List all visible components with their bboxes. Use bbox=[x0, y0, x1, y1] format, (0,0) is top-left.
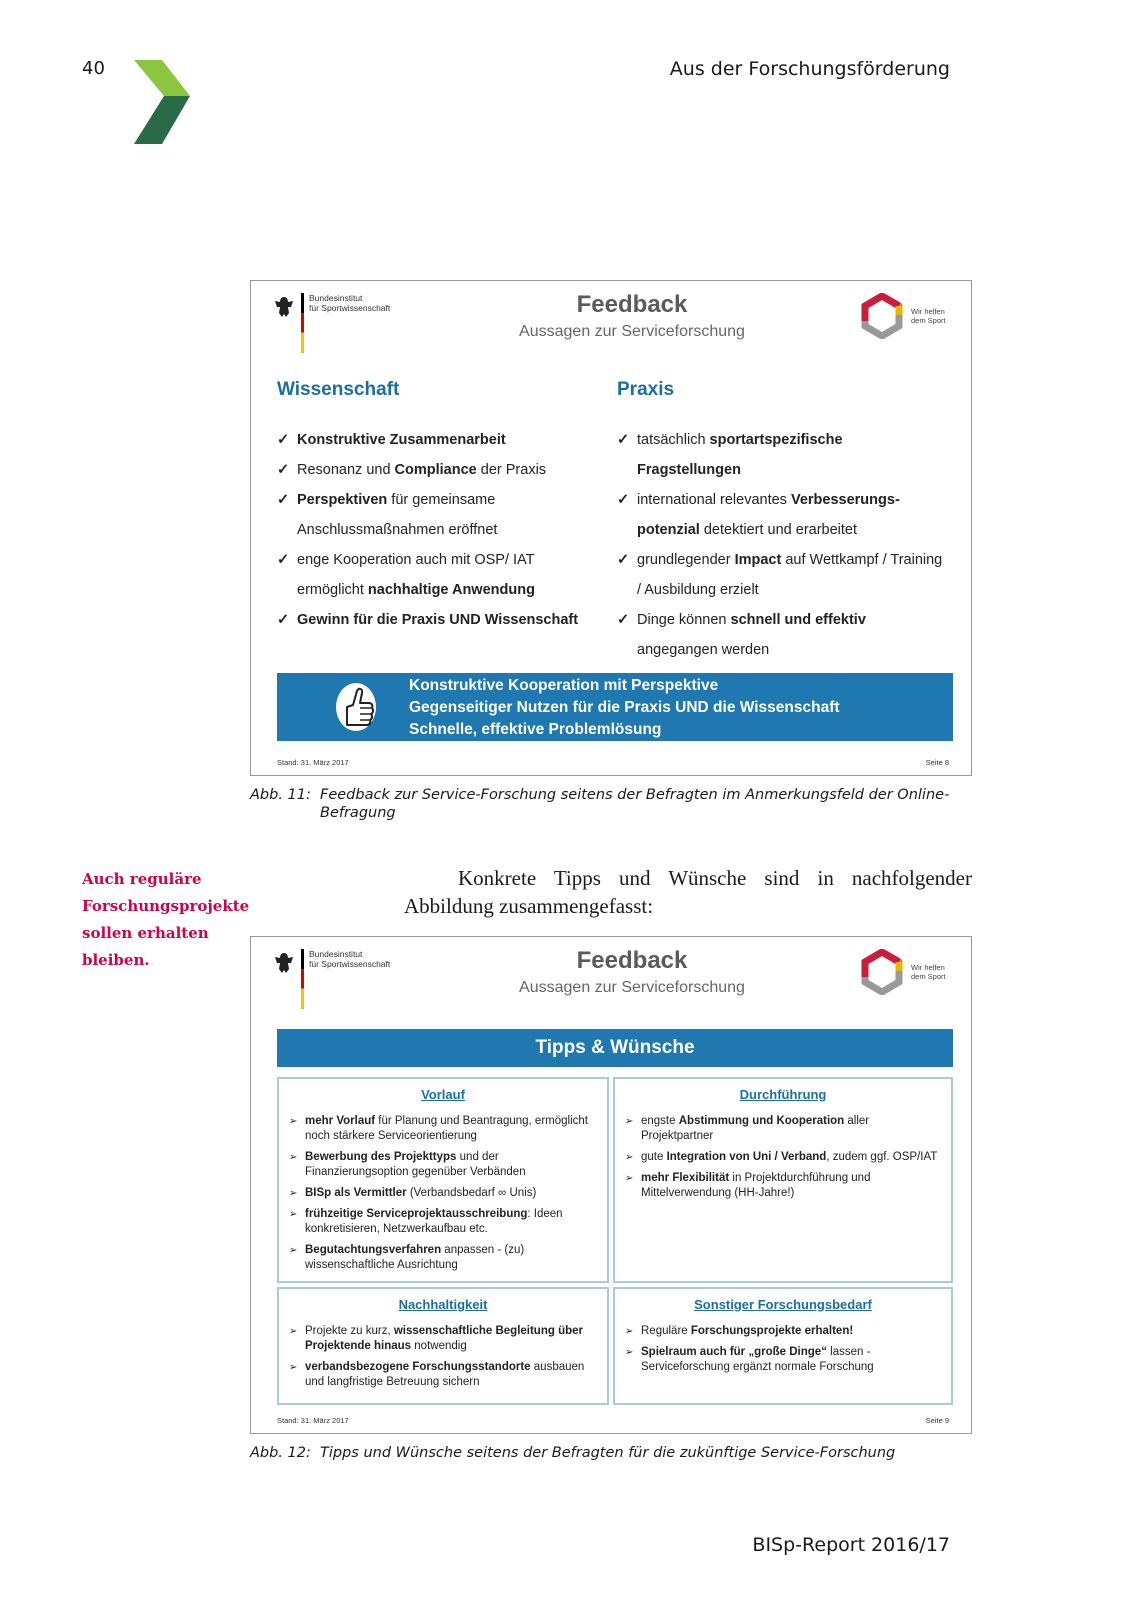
figure-caption-12: Abb. 12: Tipps und Wünsche seitens der Befragten für die zukünftige Service-Forschung bbox=[250, 1445, 896, 1461]
list-item: ➢ gute Integration von Uni / Verband, zudem ggf. OSP/IAT bbox=[625, 1150, 941, 1165]
slide-page: Seite 9 bbox=[925, 1416, 949, 1425]
wir-helfen-ring-logo bbox=[859, 293, 905, 339]
slide-title: Feedback bbox=[576, 947, 688, 974]
heading-wissenschaft: Wissenschaft bbox=[277, 379, 400, 400]
list-item: ✓ grundlegender Impact auf Wettkampf / Training / Ausbildung erzielt bbox=[617, 545, 947, 605]
list-item: ➢ Spielraum auch für „große Dinge“ lassen - Serviceforschung ergänzt normale Forschung bbox=[625, 1345, 941, 1375]
slide-subtitle: Aussagen zur Serviceforschung bbox=[519, 323, 745, 340]
box-nachhaltigkeit bbox=[277, 1287, 609, 1405]
box-vorlauf bbox=[277, 1077, 609, 1283]
slide-page: Seite 8 bbox=[925, 758, 949, 767]
list-item: ➢ BISp als Vermittler (Verbandsbedarf ∞ Unis) bbox=[289, 1186, 597, 1201]
slide-tipps-wuensche bbox=[250, 936, 972, 1434]
list-item: ✓ Dinge können schnell und effektiv angegangen werden bbox=[617, 605, 947, 665]
bisp-chevron-logo bbox=[134, 60, 190, 144]
box-heading: Nachhaltigkeit bbox=[398, 1297, 488, 1312]
list-item: ➢ Bewerbung des Projekttyps und der Finanzierungsoption gegenüber Verbänden bbox=[289, 1150, 597, 1180]
box-heading: Durchführung bbox=[739, 1087, 827, 1102]
list-item: ➢ Reguläre Forschungsprojekte erhalten! bbox=[625, 1324, 941, 1339]
list-item: ✓ Perspektiven für gemeinsame Anschlussmaßnahmen eröffnet bbox=[277, 485, 597, 545]
slide-date: Stand: 31. März 2017 bbox=[277, 1416, 349, 1425]
list-item: ➢ engste Abstimmung und Kooperation aller Projektpartner bbox=[625, 1114, 941, 1144]
list-item: ✓ Resonanz und Compliance der Praxis bbox=[277, 455, 597, 485]
page-number: 40 bbox=[82, 58, 105, 79]
list-item: ➢ mehr Flexibilität in Projektdurchführung und Mittelverwendung (HH-Jahre!) bbox=[625, 1171, 941, 1201]
institute-name: Bundesinstitut für Sportwissenschaft bbox=[309, 293, 391, 313]
list-item: ✓ Gewinn für die Praxis UND Wissenschaft bbox=[277, 605, 597, 635]
slide-feedback-aussagen bbox=[250, 280, 972, 776]
banner-text: Konstruktive Kooperation mit Perspektive Gegenseitiger Nutzen für die Praxis UND die Wissenschaft Schnelle, effektive Problemlösung bbox=[409, 677, 840, 738]
claim-text: Wir helfen dem Sport bbox=[911, 307, 946, 325]
box-heading: Sonstiger Forschungsbedarf bbox=[694, 1297, 872, 1312]
praxis-list bbox=[617, 425, 947, 665]
report-footer: BISp-Report 2016/17 bbox=[752, 1534, 950, 1556]
wir-helfen-ring-logo bbox=[859, 949, 905, 995]
box-heading: Vorlauf bbox=[421, 1087, 465, 1102]
list-item: ➢ Projekte zu kurz, wissenschaftliche Begleitung über Projektende hinaus notwendig bbox=[289, 1324, 597, 1354]
figure-caption-11: Abb. 11: Feedback zur Service-Forschung seitens der Befragten im Anmerkungsfeld der Online- Befragung bbox=[250, 787, 950, 821]
wissenschaft-list bbox=[277, 425, 597, 635]
section-title: Aus der Forschungsförderung bbox=[669, 58, 950, 80]
slide-title: Feedback bbox=[576, 291, 688, 318]
thumbs-up-icon bbox=[333, 681, 379, 733]
box-sonstiger-forschungsbedarf bbox=[613, 1287, 953, 1405]
box-durchfuehrung bbox=[613, 1077, 953, 1283]
tipps-bar-title: Tipps & Wünsche bbox=[277, 1029, 953, 1067]
slide-subtitle: Aussagen zur Serviceforschung bbox=[519, 979, 745, 996]
list-item: ➢ frühzeitige Serviceprojektausschreibung: Ideen konkretisieren, Netzwerkaufbau etc. bbox=[289, 1207, 597, 1237]
summary-banner bbox=[277, 673, 953, 741]
claim-text: Wir helfen dem Sport bbox=[911, 963, 946, 981]
slide-date: Stand: 31. März 2017 bbox=[277, 758, 349, 767]
list-item: ➢ mehr Vorlauf für Planung und Beantragung, ermöglicht noch stärkere Serviceorientierung bbox=[289, 1114, 597, 1144]
list-item: ➢ verbandsbezogene Forschungsstandorte ausbauen und langfristige Betreuung sichern bbox=[289, 1360, 597, 1390]
list-item: ➢ Begutachtungsverfahren anpassen - (zu) wissenschaftliche Ausrichtung bbox=[289, 1243, 597, 1273]
list-item: ✓ enge Kooperation auch mit OSP/ IAT ermöglicht nachhaltige Anwendung bbox=[277, 545, 597, 605]
list-item: ✓ international relevantes Verbesserungs-potenzial detektiert und erarbeitet bbox=[617, 485, 947, 545]
margin-note: Auch reguläre Forschungsprojekte sollen erhalten bleiben. bbox=[82, 870, 250, 969]
heading-praxis: Praxis bbox=[617, 379, 675, 400]
body-paragraph: Konkrete Tipps und Wünsche sind in nachfolgender Abbildung zusammengefasst: bbox=[404, 866, 972, 918]
institute-name: Bundesinstitut für Sportwissenschaft bbox=[309, 949, 391, 969]
list-item: ✓ tatsächlich sportartspezifische Fragstellungen bbox=[617, 425, 947, 485]
list-item: ✓ Konstruktive Zusammenarbeit bbox=[277, 425, 597, 455]
